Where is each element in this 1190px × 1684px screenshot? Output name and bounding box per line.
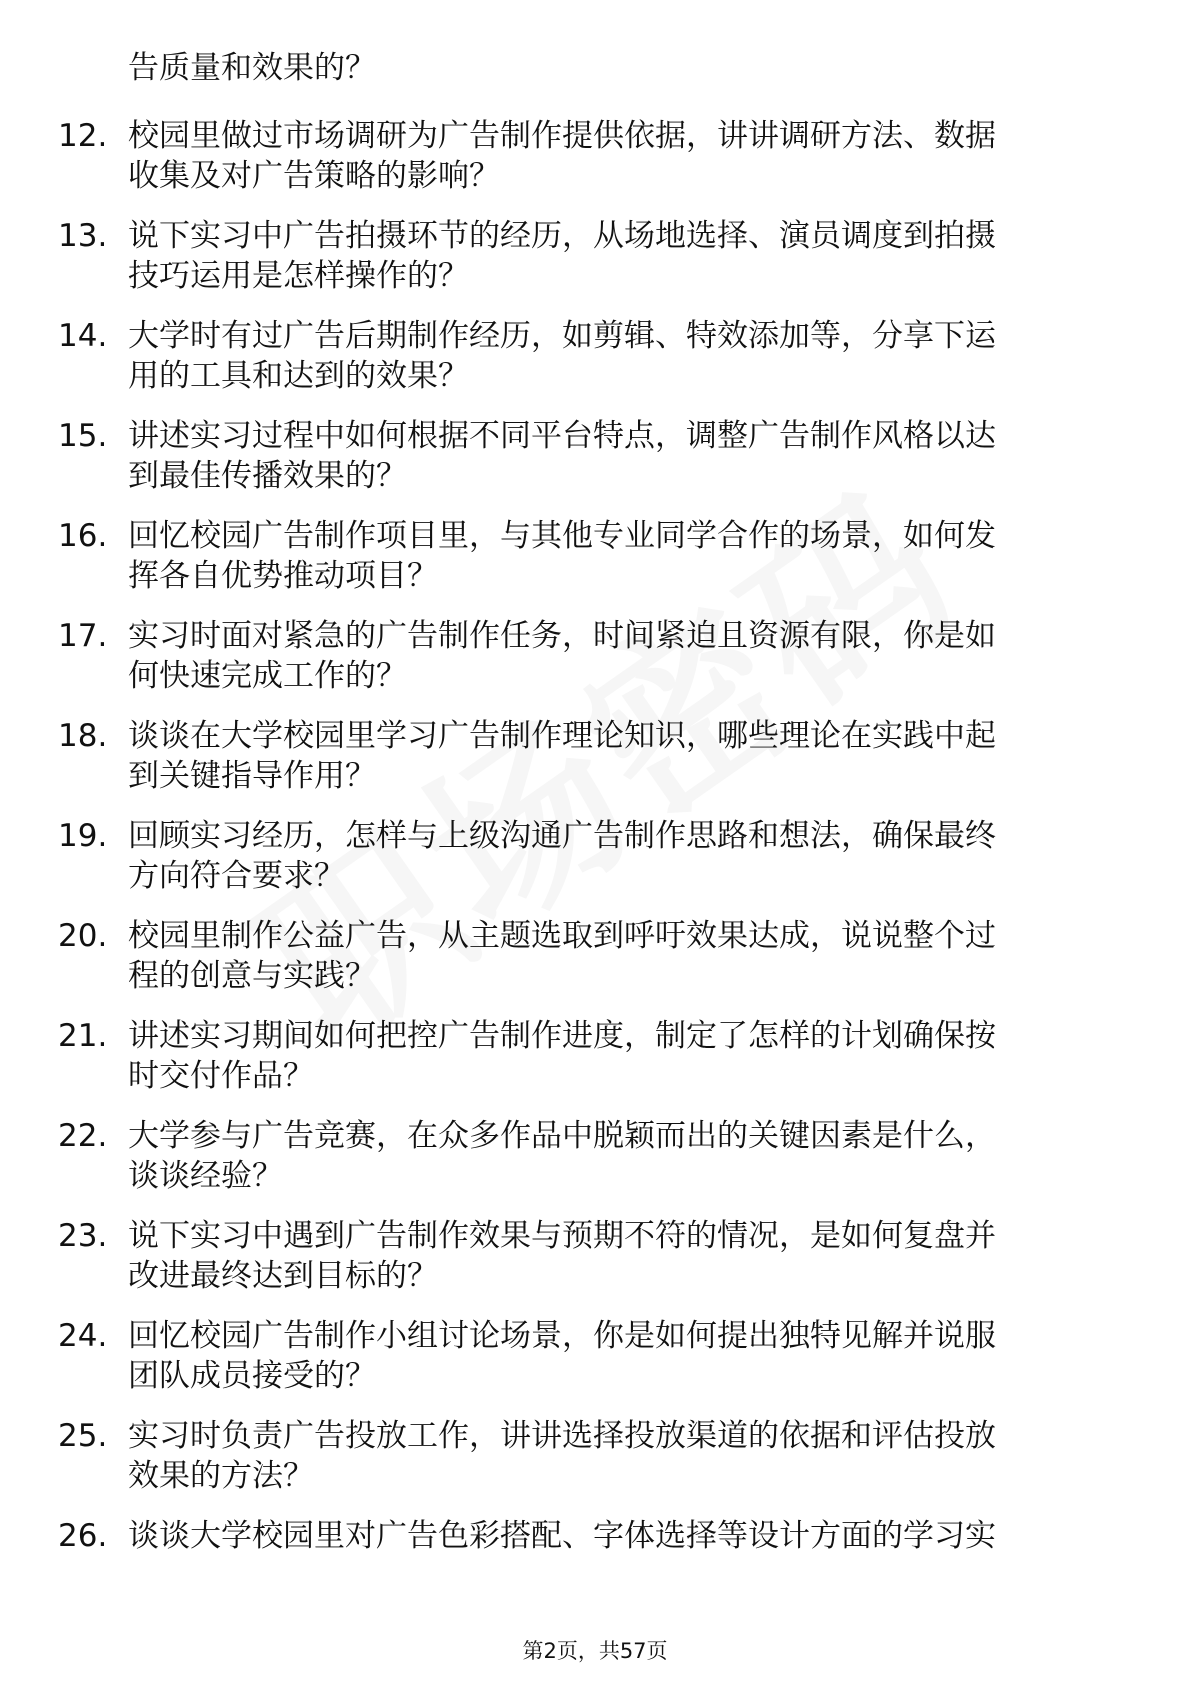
question-number: 16.: [58, 518, 108, 554]
question-item: [0, 614, 1190, 714]
question-number: 15.: [58, 418, 108, 454]
question-item: [0, 214, 1190, 314]
question-number: 24.: [58, 1318, 108, 1354]
question-number: 19.: [58, 818, 108, 854]
question-text: 校园里制作公益广告，从主题选取到呼吁效果达成，说说整个过 程的创意与实践？: [128, 918, 996, 994]
question-item: [0, 514, 1190, 614]
question-number: 25.: [58, 1418, 108, 1454]
question-item: [0, 814, 1190, 914]
question-item: [0, 1414, 1190, 1514]
question-text: 回忆校园广告制作小组讨论场景，你是如何提出独特见解并说服 团队成员接受的？: [128, 1318, 996, 1394]
question-text: 谈谈在大学校园里学习广告制作理论知识，哪些理论在实践中起 到关键指导作用？: [128, 718, 996, 794]
question-number: 23.: [58, 1218, 108, 1254]
question-text: 说下实习中遇到广告制作效果与预期不符的情况，是如何复盘并 改进最终达到目标的？: [128, 1218, 996, 1294]
question-number: 18.: [58, 718, 108, 754]
question-item: [0, 914, 1190, 1014]
question-number: 14.: [58, 318, 108, 354]
question-text: 大学时有过广告后期制作经历，如剪辑、特效添加等，分享下运 用的工具和达到的效果？: [128, 318, 996, 394]
question-text: 大学参与广告竞赛，在众多作品中脱颖而出的关键因素是什么， 谈谈经验？: [128, 1118, 996, 1194]
question-text: 说下实习中广告拍摄环节的经历，从场地选择、演员调度到拍摄 技巧运用是怎样操作的？: [128, 218, 996, 294]
page-footer: 第2页，共57页: [522, 1639, 668, 1663]
question-number: 26.: [58, 1518, 108, 1554]
question-number: 13.: [58, 218, 108, 254]
question-item: [0, 314, 1190, 414]
question-text: 讲述实习期间如何把控广告制作进度，制定了怎样的计划确保按 时交付作品？: [128, 1018, 996, 1094]
question-number: 12.: [58, 118, 108, 154]
question-text: 谈谈大学校园里对广告色彩搭配、字体选择等设计方面的学习实: [128, 1518, 996, 1554]
question-item: [0, 714, 1190, 814]
question-item: [0, 1014, 1190, 1114]
question-item: [0, 1314, 1190, 1414]
question-text: 回顾实习经历，怎样与上级沟通广告制作思路和想法，确保最终 方向符合要求？: [128, 818, 996, 894]
question-item: [0, 414, 1190, 514]
question-item: [0, 1114, 1190, 1214]
question-item: [0, 1214, 1190, 1314]
question-item: [0, 1514, 1190, 1614]
continuation-text: 告质量和效果的？: [128, 50, 376, 86]
question-text: 实习时负责广告投放工作，讲讲选择投放渠道的依据和评估投放 效果的方法？: [128, 1418, 996, 1494]
question-number: 21.: [58, 1018, 108, 1054]
question-text: 回忆校园广告制作项目里，与其他专业同学合作的场景，如何发 挥各自优势推动项目？: [128, 518, 996, 594]
question-list: [0, 114, 1190, 1614]
question-number: 17.: [58, 618, 108, 654]
question-text: 讲述实习过程中如何根据不同平台特点，调整广告制作风格以达 到最佳传播效果的？: [128, 418, 996, 494]
question-item: [0, 114, 1190, 214]
question-text: 实习时面对紧急的广告制作任务，时间紧迫且资源有限，你是如 何快速完成工作的？: [128, 618, 996, 694]
question-number: 22.: [58, 1118, 108, 1154]
question-text: 校园里做过市场调研为广告制作提供依据，讲讲调研方法、数据 收集及对广告策略的影响？: [128, 118, 996, 194]
question-number: 20.: [58, 918, 108, 954]
